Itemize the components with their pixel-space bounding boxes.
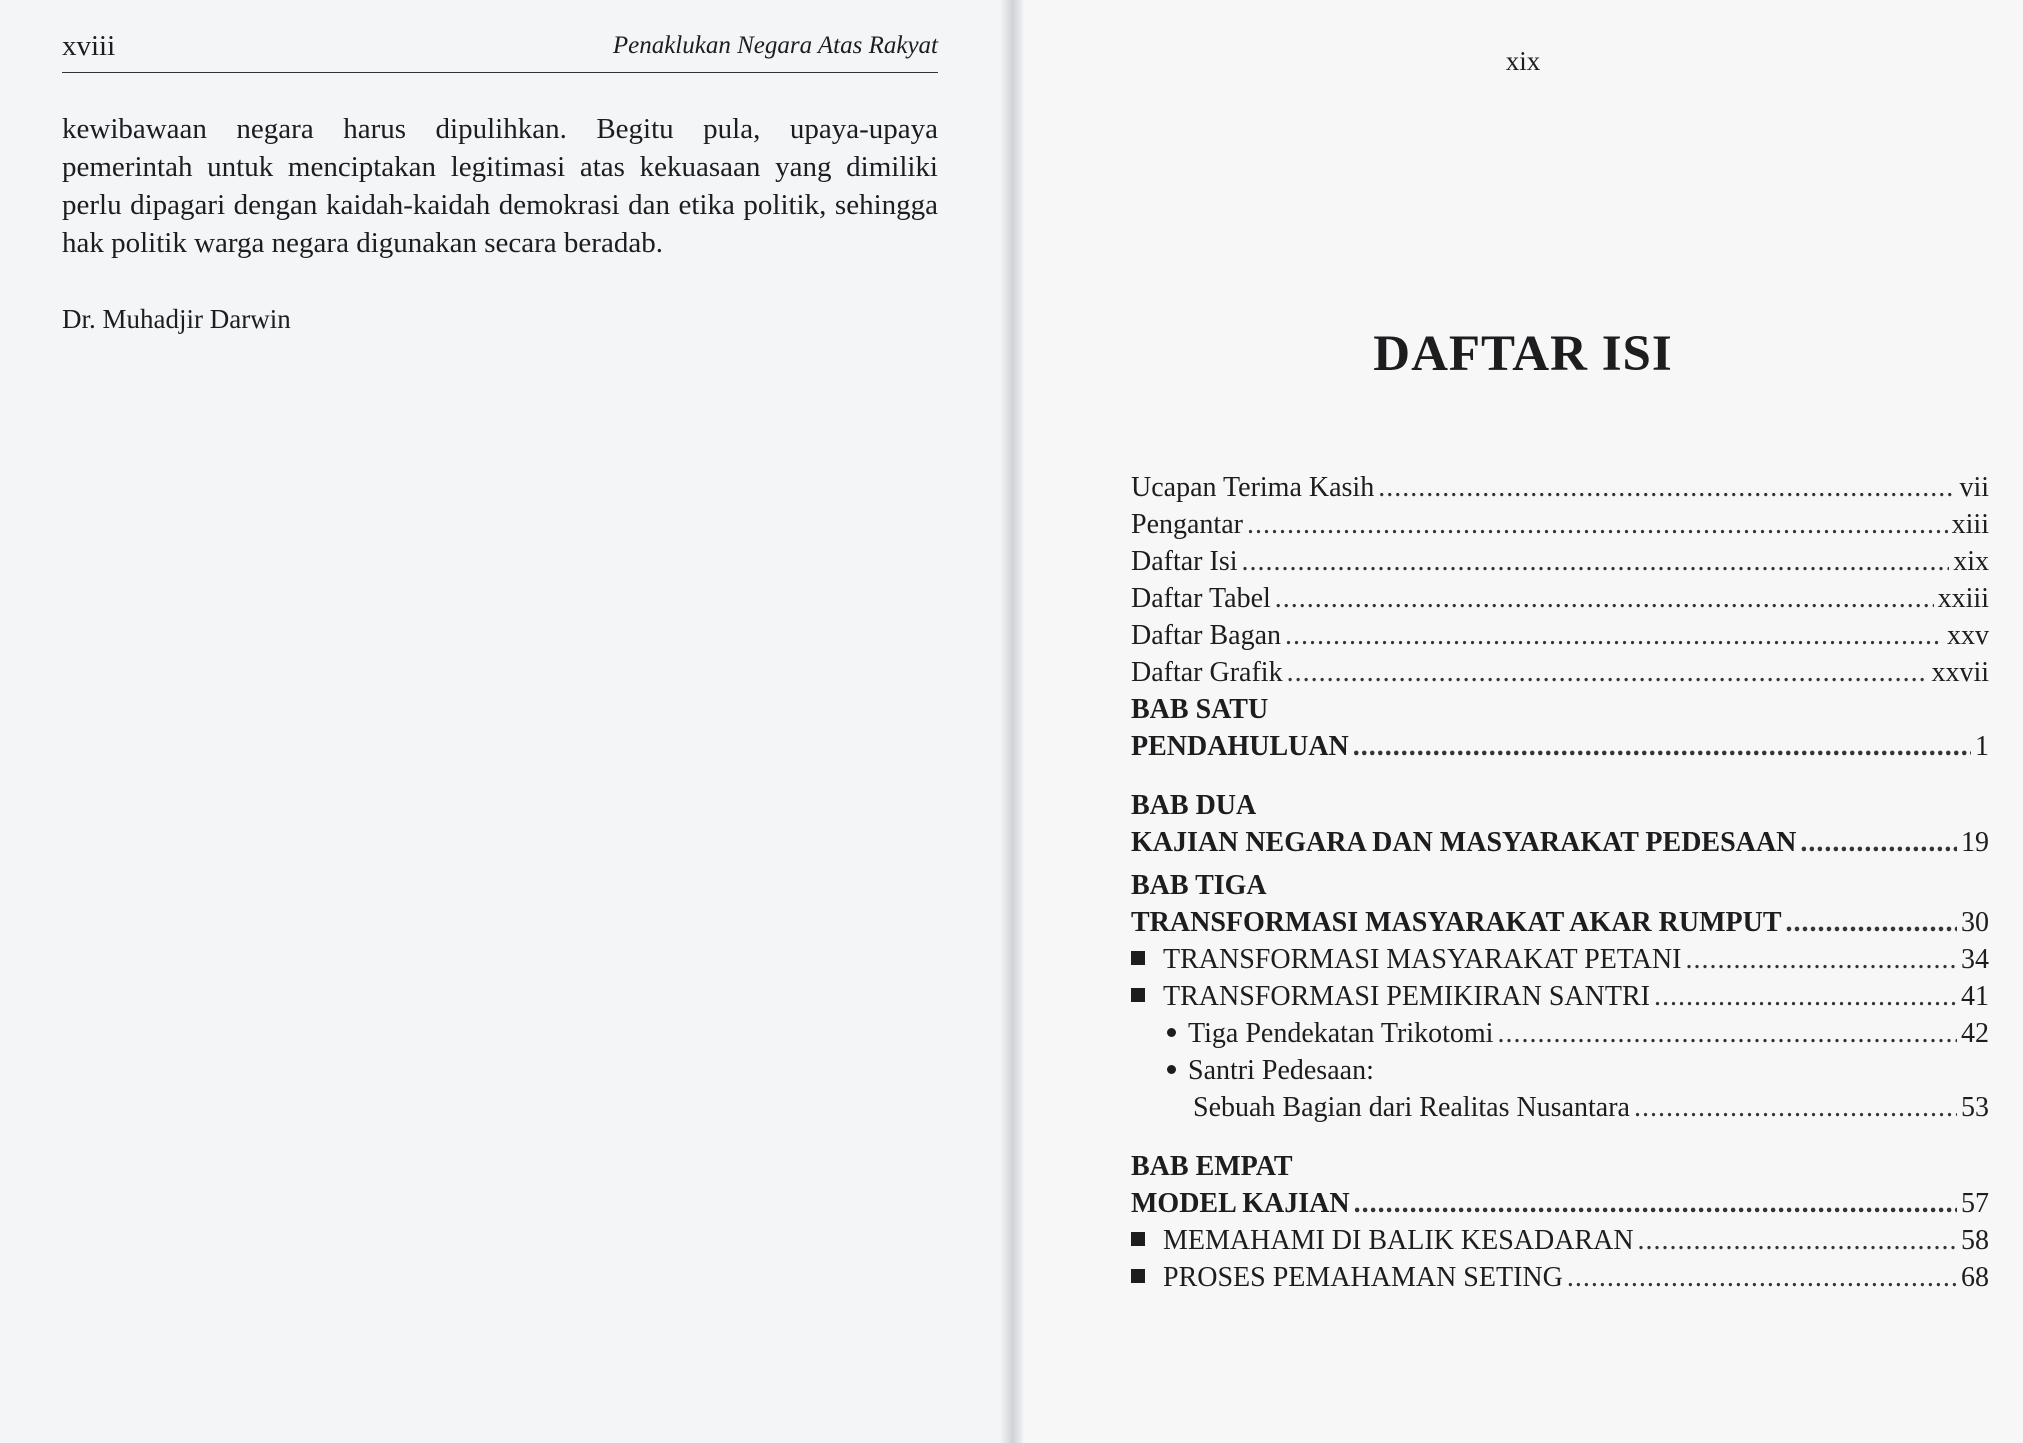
chapter-title: KAJIAN NEGARA DAN MASYARAKAT PEDESAAN <box>1131 827 1797 858</box>
toc-entry[interactable] <box>1131 546 1989 583</box>
chapter-label: BAB DUA <box>1131 790 1257 821</box>
section-title: PROSES PEMAHAMAN SETING <box>1163 1262 1563 1293</box>
toc-section-entry[interactable] <box>1131 944 1989 981</box>
header-rule <box>62 72 938 73</box>
toc-subsection-entry[interactable] <box>1131 1055 1989 1092</box>
toc-entry-label: Daftar Tabel <box>1131 583 1271 614</box>
toc-chapter-entry[interactable] <box>1131 827 1989 864</box>
toc-entry-page: xiii <box>1951 509 1989 540</box>
chapter-label: BAB TIGA <box>1131 870 1267 901</box>
chapter-page: 30 <box>1961 907 1989 938</box>
toc-entry-page: xxvii <box>1931 657 1989 688</box>
author-signature: Dr. Muhadjir Darwin <box>62 304 291 334</box>
subsection-page: 53 <box>1961 1092 1989 1123</box>
dot-leader <box>1654 981 1957 1013</box>
left-page <box>0 0 1000 1443</box>
section-page: 34 <box>1961 944 1989 975</box>
toc-entry-label: Ucapan Terima Kasih <box>1131 472 1375 503</box>
toc-section-entry[interactable] <box>1131 981 1989 1018</box>
toc-entry-page: xix <box>1953 546 1989 577</box>
round-bullet-icon <box>1167 1065 1176 1074</box>
running-head: Penaklukan Negara Atas Rakyat <box>612 32 938 59</box>
chapter-title: TRANSFORMASI MASYARAKAT AKAR RUMPUT <box>1131 907 1782 938</box>
toc-entry-label: Daftar Grafik <box>1131 657 1283 688</box>
section-page: 41 <box>1961 981 1989 1012</box>
dot-leader <box>1497 1018 1957 1050</box>
toc-entry[interactable] <box>1131 583 1989 620</box>
book-gutter <box>1000 0 1023 1443</box>
toc-chapter-entry[interactable] <box>1131 907 1989 944</box>
round-bullet-icon <box>1167 1028 1176 1037</box>
toc-subsection-continuation[interactable] <box>1131 1092 1989 1129</box>
square-bullet-icon <box>1131 1232 1145 1246</box>
dot-leader <box>1354 1188 1957 1220</box>
chapter-label: BAB EMPAT <box>1131 1151 1293 1182</box>
chapter-page: 1 <box>1975 731 1989 762</box>
subsection-title: Tiga Pendekatan Trikotomi <box>1188 1018 1494 1049</box>
toc-entry-page: vii <box>1959 472 1989 503</box>
subsection-title: Santri Pedesaan: <box>1188 1055 1374 1086</box>
dot-leader <box>1786 907 1957 939</box>
right-page <box>1023 0 2023 1443</box>
dot-leader <box>1247 509 1948 541</box>
toc-entry-label: Pengantar <box>1131 509 1243 540</box>
right-page-number: xix <box>1505 46 1541 76</box>
chapter-label: BAB SATU <box>1131 694 1269 725</box>
toc-entry-label: Daftar Isi <box>1131 546 1238 577</box>
dot-leader <box>1378 472 1955 504</box>
foreword-text <box>62 110 938 262</box>
square-bullet-icon <box>1131 1269 1145 1283</box>
toc-entry[interactable] <box>1131 509 1989 546</box>
dot-leader <box>1800 827 1957 859</box>
section-page: 68 <box>1961 1262 1989 1293</box>
toc-entry-page: xxv <box>1947 620 1989 651</box>
dot-leader <box>1567 1262 1957 1294</box>
dot-leader <box>1242 546 1950 578</box>
dot-leader <box>1638 1225 1957 1257</box>
chapter-page: 57 <box>1961 1188 1989 1219</box>
dot-leader <box>1353 731 1971 763</box>
left-page-number: xviii <box>62 30 116 62</box>
toc-entry[interactable] <box>1131 657 1989 694</box>
foreword-paragraph: kewibawaan negara harus dipulihkan. Begitu pula, upaya-upaya pemerintah untuk menciptakan legitimasi atas kekuasaan yang dimiliki perlu dipagari dengan kaidah-kaidah demokrasi dan etika politik, sehingga hak politik warga negara digunakan secara beradab. <box>62 113 938 259</box>
toc-section-entry[interactable] <box>1131 1225 1989 1262</box>
subsection-title-continued: Sebuah Bagian dari Realitas Nusantara <box>1193 1092 1630 1123</box>
toc-entry[interactable] <box>1131 472 1989 509</box>
dot-leader <box>1685 944 1957 976</box>
toc-title: DAFTAR ISI <box>1373 326 1673 382</box>
toc-entry-page: xxiii <box>1937 583 1989 614</box>
chapter-page: 19 <box>1961 827 1989 858</box>
dot-leader <box>1287 657 1928 689</box>
chapter-title: MODEL KAJIAN <box>1131 1188 1350 1219</box>
section-title: MEMAHAMI DI BALIK KESADARAN <box>1163 1225 1634 1256</box>
square-bullet-icon <box>1131 988 1145 1002</box>
section-page: 58 <box>1961 1225 1989 1256</box>
square-bullet-icon <box>1131 951 1145 965</box>
section-title: TRANSFORMASI MASYARAKAT PETANI <box>1163 944 1682 975</box>
toc-entry-label: Daftar Bagan <box>1131 620 1282 651</box>
section-title: TRANSFORMASI PEMIKIRAN SANTRI <box>1163 981 1650 1012</box>
chapter-title: PENDAHULUAN <box>1131 731 1349 762</box>
toc-subsection-entry[interactable] <box>1131 1018 1989 1055</box>
table-of-contents <box>1131 472 1989 1299</box>
toc-entry[interactable] <box>1131 620 1989 657</box>
dot-leader <box>1285 620 1943 652</box>
dot-leader <box>1634 1092 1957 1124</box>
toc-section-entry[interactable] <box>1131 1262 1989 1299</box>
subsection-page: 42 <box>1961 1018 1989 1049</box>
toc-chapter-entry[interactable] <box>1131 1188 1989 1225</box>
toc-chapter-entry[interactable] <box>1131 731 1989 768</box>
dot-leader <box>1275 583 1934 615</box>
